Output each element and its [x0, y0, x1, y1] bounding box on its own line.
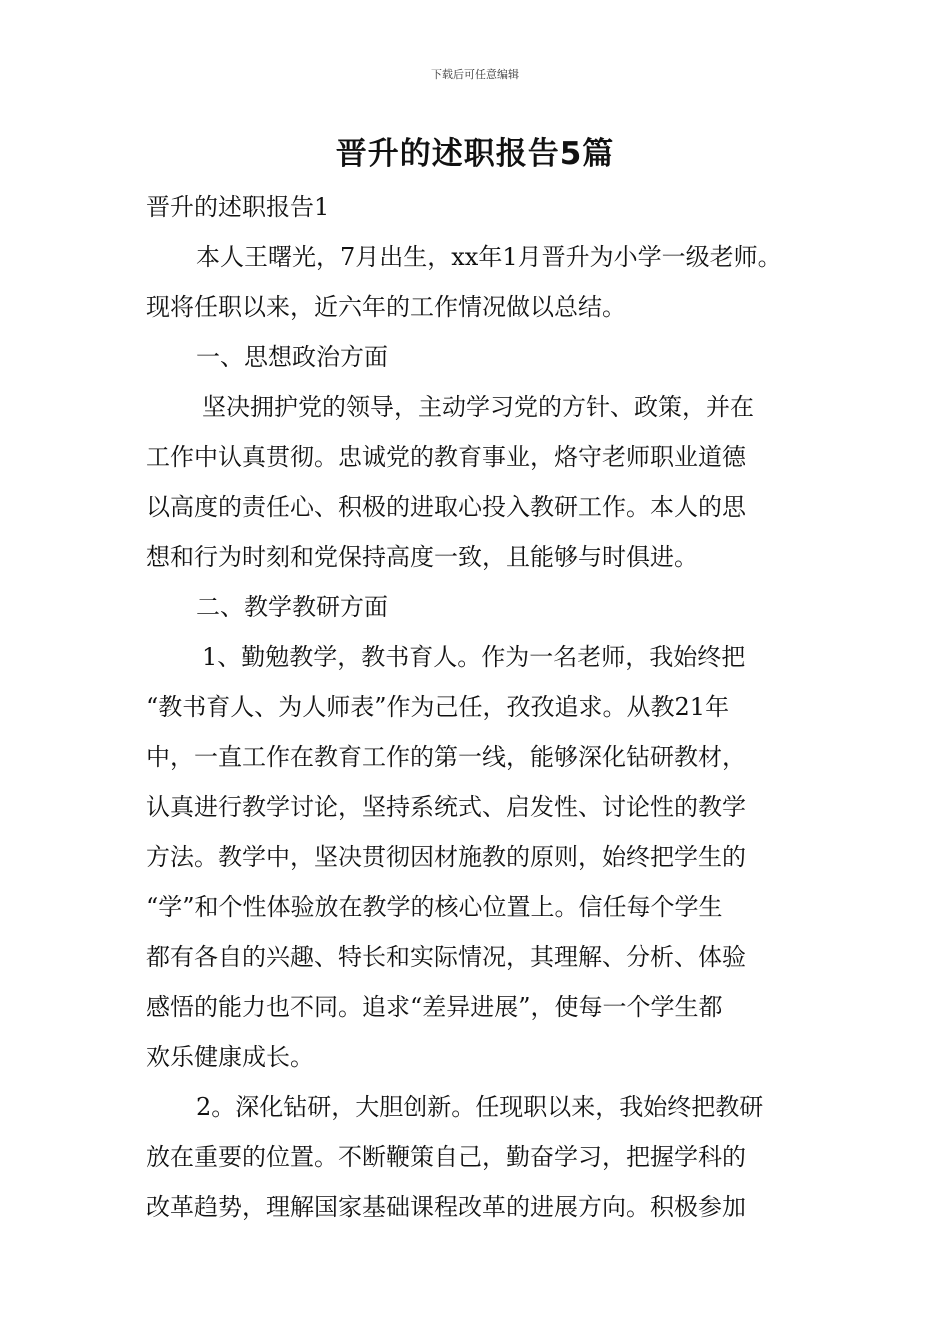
text-line: 1、勤勉教学，教书育人。作为一名老师，我始终把: [202, 643, 746, 671]
text-line: 感悟的能力也不同。追求“差异进展”，使每一个学生都: [146, 993, 723, 1021]
document-title: 晋升的述职报告5篇: [335, 136, 615, 172]
text-line: 2。深化钻研，大胆创新。任现职以来，我始终把教研: [196, 1093, 764, 1121]
text-line: “学”和个性体验放在教学的核心位置上。信任每个学生: [146, 893, 723, 921]
text-line: 方法。教学中，坚决贯彻因材施教的原则，始终把学生的: [146, 843, 746, 871]
text-line: “教书育人、为人师表”作为己任，孜孜追求。从教21年: [146, 693, 730, 721]
text-line: 坚决拥护党的领导，主动学习党的方针、政策，并在: [202, 393, 754, 421]
text-line: 本人王曙光，7月出生，xx年1月晋升为小学一级老师。: [196, 243, 782, 271]
header-note: 下载后可任意编辑: [431, 68, 519, 81]
text-line: 以高度的责任心、积极的进取心投入教研工作。本人的思: [146, 493, 746, 521]
text-line: 中，一直工作在教育工作的第一线，能够深化钻研教材，: [146, 743, 746, 771]
text-line: 都有各自的兴趣、特长和实际情况，其理解、分析、体验: [146, 943, 746, 971]
text-line: 改革趋势，理解国家基础课程改革的进展方向。积极参加: [146, 1193, 746, 1221]
text-line: 二、教学教研方面: [196, 593, 388, 621]
text-line: 认真进行教学讨论，坚持系统式、启发性、讨论性的教学: [146, 793, 746, 821]
text-line: 欢乐健康成长。: [146, 1043, 314, 1071]
text-line: 想和行为时刻和党保持高度一致，且能够与时俱进。: [146, 543, 698, 571]
text-line: 晋升的述职报告1: [146, 193, 330, 221]
text-line: 一、思想政治方面: [196, 343, 388, 371]
text-line: 工作中认真贯彻。忠诚党的教育事业，烙守老师职业道德: [146, 443, 746, 471]
text-line: 现将任职以来，近六年的工作情况做以总结。: [146, 293, 626, 321]
document-body: [146, 182, 826, 1232]
text-line: 放在重要的位置。不断鞭策自己，勤奋学习，把握学科的: [146, 1143, 746, 1171]
